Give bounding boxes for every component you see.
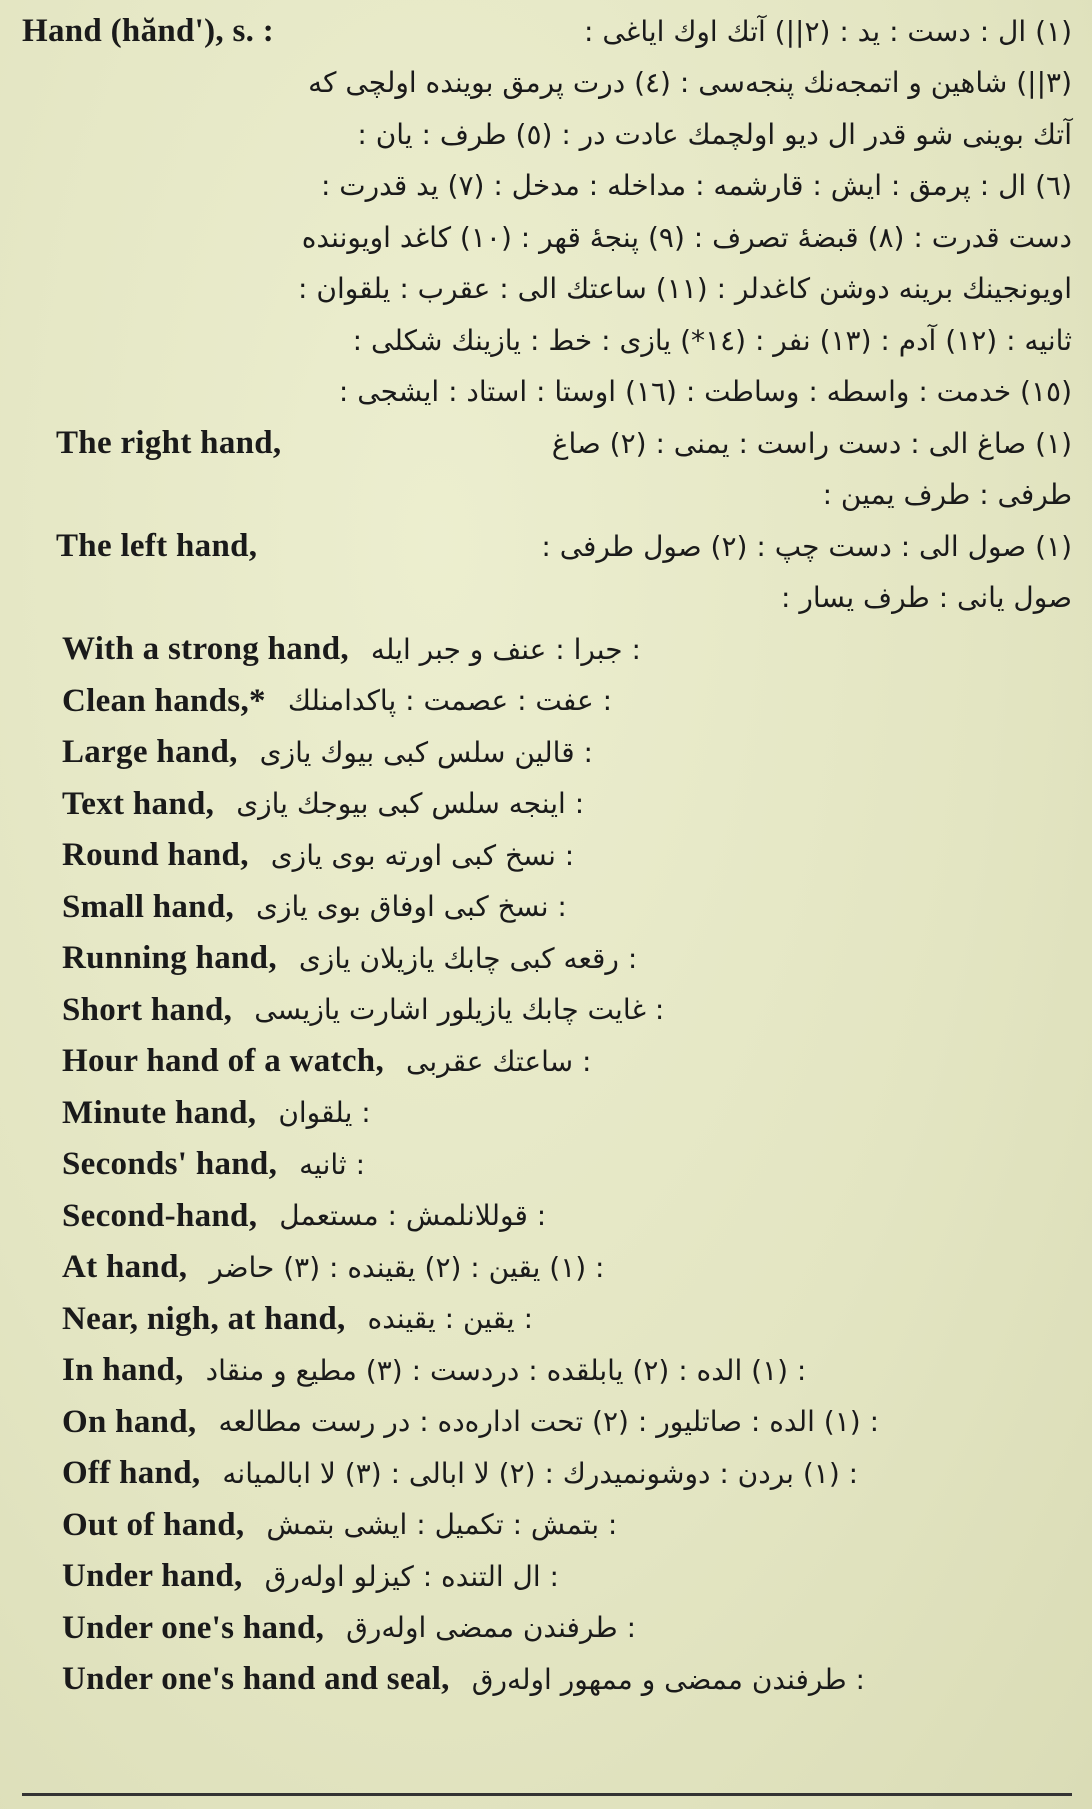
definition: : (١) الدە : صاتليور : (٢) تحت ادارەدە : در رست مطالعە [218,1405,880,1439]
entry-line [22,161,1072,213]
definition: : نسخ كبى اوفاق بوى يازى [256,890,567,924]
headword: Under hand, [62,1558,243,1595]
headword: Out of hand, [62,1506,245,1543]
headword: Large hand, [62,734,238,771]
bottom-rule [22,1793,1072,1796]
entry-line [22,830,1072,882]
definition: : نسخ كبى اورتە بوى يازى [270,838,575,872]
entry-line [22,676,1072,728]
entry-line [22,315,1072,367]
entry-line [22,367,1072,419]
entry-line [22,1448,1072,1500]
entry-line [22,573,1072,625]
headword: The right hand, [56,425,282,462]
definition: : غايت چابك يازيلور اشارت يازيسى [254,993,665,1027]
headword: On hand, [62,1403,197,1440]
definition: : ال التندە : كيزلو اولەرق [264,1559,559,1593]
definition: : (١) الدە : (٢) يابلقدە : دردست : (٣) مطيع و منقاد [205,1353,807,1387]
definition: صول يانى : طرف يسار : [781,581,1072,615]
definition: : طرفندن ممضى اولەرق [346,1611,637,1645]
definition: : عفت : عصمت : پاكدامنلك [287,684,613,718]
definition: : (١) بردن : دوشونميدرك : (٢) لا ابالى : (٣) لا ابالميانە [222,1456,859,1490]
definition: (١) ال : دست : يد : (٢||) آتك اوك اياغى : [584,14,1072,48]
definition: طرفى : طرف يمين : [822,478,1072,512]
definition: ثانيە : (١٢) آدم : (١٣) نفر : (١٤*) يازى : خط : يازينك شكلى : [352,323,1072,357]
definition: : رقعە كبى چابك يازيلان يازى [298,941,638,975]
definition: : جبرا : عنف و جبر ايلە [370,632,641,666]
definition: اويونجينك برينە دوشن كاغدلر : (١١) ساعتك الى : عقرب : يلقوان : [298,272,1072,306]
headword: Hand (hănd'), s. : [22,13,275,50]
definition: : قوللانلمش : مستعمل [279,1199,547,1233]
entry-line [22,1500,1072,1552]
definition: : اينجە سلس كبى بيوجك يازى [236,787,585,821]
definition: : ساعتك عقربى [406,1044,592,1078]
definition: (٣||) شاهين و اتمجەنك پنجەسى : (٤) درت پرمق بويندە اولچى كە [308,66,1072,100]
definition: : يقين : يقيندە [367,1302,534,1336]
definition: : ثانيە [299,1147,366,1181]
headword: Round hand, [62,837,249,874]
entry-line [22,1088,1072,1140]
headword: With a strong hand, [62,631,349,668]
entry-line [22,1654,1072,1706]
entry-line [22,264,1072,316]
entry-line [22,1294,1072,1346]
entry-line [22,521,1072,573]
headword: Short hand, [62,991,233,1028]
entry-line [22,418,1072,470]
entry-line [22,1242,1072,1294]
definition: (١) صاغ الى : دست راست : يمنى : (٢) صاغ [551,426,1072,460]
headword: Under one's hand and seal, [62,1661,450,1698]
definition: : بتمش : تكميل : ايشى بتمش [266,1508,618,1542]
definition: : قالين سلس كبى بيوك يازى [259,735,593,769]
headword: The left hand, [56,528,258,565]
headword: Text hand, [62,785,215,822]
entry-line [22,933,1072,985]
definition: : طرفندن ممضى و ممهور اولەرق [471,1662,865,1696]
definition: دست قدرت : (٨) قبضۀ تصرف : (٩) پنجۀ قهر : (١٠) كاغد اويونندە [301,220,1072,254]
entry-line [22,212,1072,264]
definition: (٦) ال : پرمق : ايش : قارشمە : مداخلە : مدخل : (٧) يد قدرت : [320,169,1072,203]
definition: : (١) يقين : (٢) يقيندە : (٣) حاضر [209,1250,605,1284]
headword: Small hand, [62,888,235,925]
headword: In hand, [62,1352,184,1389]
headword: Off hand, [62,1455,201,1492]
entry-line [22,1191,1072,1243]
entry-line [22,470,1072,522]
definition: (١) صول الى : دست چپ : (٢) صول طرفى : [541,529,1072,563]
headword: Minute hand, [62,1094,257,1131]
definition: آتك بوينى شو قدر ال ديو اولچمك عادت در : (٥) طرف : يان : [357,117,1072,151]
entry-line [22,1551,1072,1603]
entry-line [22,58,1072,110]
entry-line [22,624,1072,676]
entry-line [22,779,1072,831]
entry-line [22,1139,1072,1191]
headword: Second-hand, [62,1197,258,1234]
definition: (١٥) خدمت : واسطە : وساطت : (١٦) اوستا : استاد : ايشجى : [338,375,1072,409]
entry-line [22,1036,1072,1088]
headword: At hand, [62,1249,188,1286]
entry-line [22,1603,1072,1655]
definition: : يلقوان [278,1096,371,1130]
headword: Near, nigh, at hand, [62,1300,346,1337]
entry-line [22,727,1072,779]
entry-line [22,109,1072,161]
entry-line [22,1397,1072,1449]
entry-line [22,6,1072,58]
headword: Clean hands,* [62,682,266,719]
headword: Seconds' hand, [62,1146,278,1183]
headword: Under one's hand, [62,1609,325,1646]
entry-line [22,985,1072,1037]
headword: Running hand, [62,940,277,977]
entry-line [22,1345,1072,1397]
entry-list [22,6,1072,1706]
entry-line [22,882,1072,934]
headword: Hour hand of a watch, [62,1043,384,1080]
